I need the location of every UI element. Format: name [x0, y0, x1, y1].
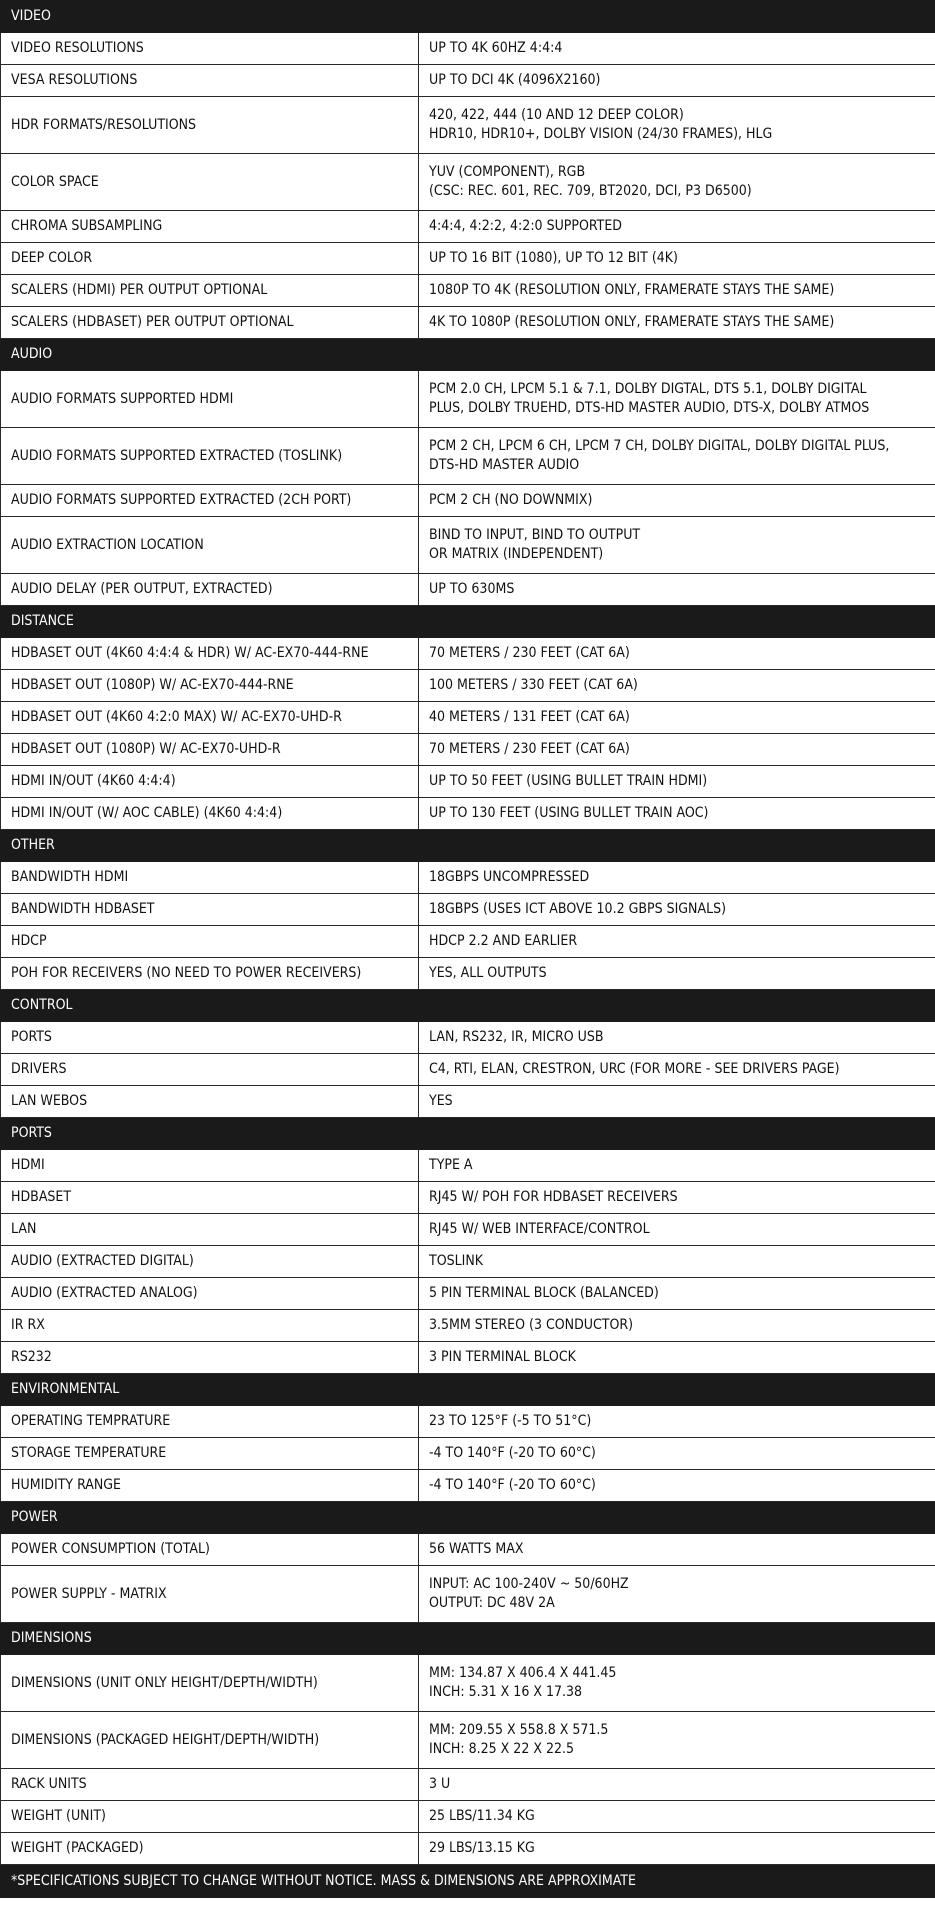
spec-value-line: INCH: 8.25 X 22 X 22.5	[429, 1741, 574, 1757]
spec-value	[419, 1150, 935, 1182]
section-header	[1, 830, 935, 862]
spec-row	[1, 926, 935, 958]
section-header	[1, 1623, 935, 1655]
spec-value	[419, 766, 935, 798]
spec-value-line: 420, 422, 444 (10 AND 12 DEEP COLOR)	[429, 107, 684, 123]
spec-label: PORTS	[1, 1022, 419, 1054]
spec-label: POH FOR RECEIVERS (NO NEED TO POWER RECEIVERS)	[1, 958, 419, 990]
spec-row	[1, 1310, 935, 1342]
spec-label: BANDWIDTH HDBASET	[1, 894, 419, 926]
spec-label: LAN	[1, 1214, 419, 1246]
section-title: AUDIO	[1, 339, 935, 371]
spec-row	[1, 428, 935, 485]
spec-label: HDBASET	[1, 1182, 419, 1214]
spec-table-body	[1, 1, 935, 1865]
spec-row	[1, 862, 935, 894]
spec-row	[1, 766, 935, 798]
footer-row	[1, 1865, 935, 1898]
spec-label: AUDIO EXTRACTION LOCATION	[1, 517, 419, 574]
spec-label: WEIGHT (PACKAGED)	[1, 1833, 419, 1865]
spec-value-line: PCM 2 CH (NO DOWNMIX)	[429, 492, 593, 508]
spec-value-line: UP TO 4K 60HZ 4:4:4	[429, 40, 563, 56]
spec-label: AUDIO (EXTRACTED ANALOG)	[1, 1278, 419, 1310]
spec-label: RS232	[1, 1342, 419, 1374]
spec-label: HUMIDITY RANGE	[1, 1470, 419, 1502]
spec-value-line: INCH: 5.31 X 16 X 17.38	[429, 1684, 583, 1700]
spec-value-line: YES	[429, 1093, 453, 1109]
spec-value-line: OR MATRIX (INDEPENDENT)	[429, 546, 604, 562]
section-title: CONTROL	[1, 990, 935, 1022]
spec-label: HDBASET OUT (4K60 4:4:4 & HDR) W/ AC-EX70-444-RNE	[1, 638, 419, 670]
spec-value	[419, 670, 935, 702]
spec-value-line: UP TO 16 BIT (1080), UP TO 12 BIT (4K)	[429, 250, 678, 266]
spec-value	[419, 926, 935, 958]
spec-value	[419, 154, 935, 211]
spec-value-line: 56 WATTS MAX	[429, 1541, 524, 1557]
spec-value	[419, 1278, 935, 1310]
spec-value-line: UP TO 50 FEET (USING BULLET TRAIN HDMI)	[429, 773, 708, 789]
section-header	[1, 1118, 935, 1150]
spec-row	[1, 1438, 935, 1470]
spec-row	[1, 1278, 935, 1310]
spec-value	[419, 211, 935, 243]
spec-label: IR RX	[1, 1310, 419, 1342]
spec-value-line: 100 METERS / 330 FEET (CAT 6A)	[429, 677, 638, 693]
spec-value	[419, 958, 935, 990]
spec-value-line: 70 METERS / 230 FEET (CAT 6A)	[429, 645, 630, 661]
spec-value	[419, 1769, 935, 1801]
section-title: VIDEO	[1, 1, 935, 33]
spec-row	[1, 1833, 935, 1865]
spec-row	[1, 1150, 935, 1182]
spec-value	[419, 1438, 935, 1470]
spec-label: AUDIO FORMATS SUPPORTED EXTRACTED (TOSLINK)	[1, 428, 419, 485]
spec-value-line: PCM 2.0 CH, LPCM 5.1 & 7.1, DOLBY DIGTAL, DTS 5.1, DOLBY DIGITAL	[429, 381, 867, 397]
spec-value	[419, 894, 935, 926]
spec-label: STORAGE TEMPERATURE	[1, 1438, 419, 1470]
spec-value	[419, 243, 935, 275]
spec-value	[419, 734, 935, 766]
spec-label: BANDWIDTH HDMI	[1, 862, 419, 894]
section-header	[1, 1502, 935, 1534]
spec-label: RACK UNITS	[1, 1769, 419, 1801]
spec-value-line: MM: 134.87 X 406.4 X 441.45	[429, 1665, 617, 1681]
spec-value	[419, 517, 935, 574]
spec-value-line: C4, RTI, ELAN, CRESTRON, URC (FOR MORE - SEE DRIVERS PAGE)	[429, 1061, 840, 1077]
spec-row	[1, 1246, 935, 1278]
spec-row	[1, 1712, 935, 1769]
section-title: PORTS	[1, 1118, 935, 1150]
spec-row	[1, 1182, 935, 1214]
spec-value-line: YES, ALL OUTPUTS	[429, 965, 547, 981]
spec-row	[1, 702, 935, 734]
spec-value-line: -4 TO 140°F (-20 TO 60°C)	[429, 1477, 596, 1493]
spec-value-line: 18GBPS (USES ICT ABOVE 10.2 GBPS SIGNALS)	[429, 901, 727, 917]
spec-value	[419, 1182, 935, 1214]
spec-value-line: PCM 2 CH, LPCM 6 CH, LPCM 7 CH, DOLBY DIGITAL, DOLBY DIGITAL PLUS,	[429, 438, 890, 454]
spec-value	[419, 485, 935, 517]
spec-label: DIMENSIONS (PACKAGED HEIGHT/DEPTH/WIDTH)	[1, 1712, 419, 1769]
spec-value-line: -4 TO 140°F (-20 TO 60°C)	[429, 1445, 596, 1461]
spec-value	[419, 702, 935, 734]
spec-label: SCALERS (HDBASET) PER OUTPUT OPTIONAL	[1, 307, 419, 339]
section-header	[1, 606, 935, 638]
spec-label: COLOR SPACE	[1, 154, 419, 211]
spec-label: HDMI IN/OUT (W/ AOC CABLE) (4K60 4:4:4)	[1, 798, 419, 830]
spec-value-line: 4:4:4, 4:2:2, 4:2:0 SUPPORTED	[429, 218, 622, 234]
spec-label: DEEP COLOR	[1, 243, 419, 275]
spec-value	[419, 33, 935, 65]
spec-label: CHROMA SUBSAMPLING	[1, 211, 419, 243]
spec-value-line: 40 METERS / 131 FEET (CAT 6A)	[429, 709, 630, 725]
spec-row	[1, 1470, 935, 1502]
spec-value-line: 3.5MM STEREO (3 CONDUCTOR)	[429, 1317, 634, 1333]
spec-label: HDBASET OUT (4K60 4:2:0 MAX) W/ AC-EX70-UHD-R	[1, 702, 419, 734]
spec-label: DIMENSIONS (UNIT ONLY HEIGHT/DEPTH/WIDTH)	[1, 1655, 419, 1712]
spec-value-line: TYPE A	[429, 1157, 473, 1173]
spec-label: WEIGHT (UNIT)	[1, 1801, 419, 1833]
spec-label: OPERATING TEMPRATURE	[1, 1406, 419, 1438]
spec-value	[419, 307, 935, 339]
spec-row	[1, 894, 935, 926]
spec-value	[419, 1246, 935, 1278]
spec-value-line: 70 METERS / 230 FEET (CAT 6A)	[429, 741, 630, 757]
spec-value	[419, 275, 935, 307]
spec-row	[1, 1406, 935, 1438]
spec-value	[419, 1470, 935, 1502]
spec-label: VIDEO RESOLUTIONS	[1, 33, 419, 65]
spec-row	[1, 574, 935, 606]
section-header	[1, 990, 935, 1022]
spec-value-line: 18GBPS UNCOMPRESSED	[429, 869, 590, 885]
spec-row	[1, 734, 935, 766]
spec-label: LAN WEBOS	[1, 1086, 419, 1118]
spec-value-line: 23 TO 125°F (-5 TO 51°C)	[429, 1413, 592, 1429]
spec-value	[419, 1655, 935, 1712]
spec-row	[1, 485, 935, 517]
spec-value	[419, 97, 935, 154]
spec-value-line: 3 PIN TERMINAL BLOCK	[429, 1349, 576, 1365]
section-title: DIMENSIONS	[1, 1623, 935, 1655]
spec-row	[1, 154, 935, 211]
spec-label: AUDIO DELAY (PER OUTPUT, EXTRACTED)	[1, 574, 419, 606]
spec-value	[419, 574, 935, 606]
spec-value-line: INPUT: AC 100-240V ~ 50/60HZ	[429, 1576, 629, 1592]
spec-row	[1, 1655, 935, 1712]
spec-value	[419, 1086, 935, 1118]
section-title: DISTANCE	[1, 606, 935, 638]
spec-row	[1, 211, 935, 243]
spec-row	[1, 371, 935, 428]
spec-value-line: BIND TO INPUT, BIND TO OUTPUT	[429, 527, 641, 543]
spec-value-line: LAN, RS232, IR, MICRO USB	[429, 1029, 604, 1045]
spec-value-line: RJ45 W/ WEB INTERFACE/CONTROL	[429, 1221, 650, 1237]
spec-value-line: 29 LBS/13.15 KG	[429, 1840, 535, 1856]
spec-value-line: 3 U	[429, 1776, 451, 1792]
spec-label: SCALERS (HDMI) PER OUTPUT OPTIONAL	[1, 275, 419, 307]
spec-value-line: MM: 209.55 X 558.8 X 571.5	[429, 1722, 609, 1738]
spec-row	[1, 1054, 935, 1086]
spec-label: HDBASET OUT (1080P) W/ AC-EX70-UHD-R	[1, 734, 419, 766]
spec-value	[419, 1214, 935, 1246]
spec-row	[1, 958, 935, 990]
spec-value-line: TOSLINK	[429, 1253, 484, 1269]
spec-value	[419, 1712, 935, 1769]
spec-row	[1, 97, 935, 154]
spec-value-line: 4K TO 1080P (RESOLUTION ONLY, FRAMERATE STAYS THE SAME)	[429, 314, 835, 330]
section-header	[1, 339, 935, 371]
spec-label: AUDIO FORMATS SUPPORTED HDMI	[1, 371, 419, 428]
spec-row	[1, 798, 935, 830]
spec-row	[1, 638, 935, 670]
spec-value	[419, 638, 935, 670]
spec-label: VESA RESOLUTIONS	[1, 65, 419, 97]
section-title: OTHER	[1, 830, 935, 862]
spec-value	[419, 1342, 935, 1374]
spec-row	[1, 275, 935, 307]
spec-value-line: DTS-HD MASTER AUDIO	[429, 457, 580, 473]
spec-value	[419, 1406, 935, 1438]
spec-value-line: UP TO 130 FEET (USING BULLET TRAIN AOC)	[429, 805, 709, 821]
spec-value	[419, 65, 935, 97]
spec-label: HDMI	[1, 1150, 419, 1182]
section-header	[1, 1, 935, 33]
spec-row	[1, 1022, 935, 1054]
spec-value	[419, 1022, 935, 1054]
spec-value-line: OUTPUT: DC 48V 2A	[429, 1595, 555, 1611]
spec-value-line: PLUS, DOLBY TRUEHD, DTS-HD MASTER AUDIO, DTS-X, DOLBY ATMOS	[429, 400, 870, 416]
spec-row	[1, 1342, 935, 1374]
spec-label: HDBASET OUT (1080P) W/ AC-EX70-444-RNE	[1, 670, 419, 702]
spec-value	[419, 1833, 935, 1865]
spec-row	[1, 670, 935, 702]
spec-row	[1, 33, 935, 65]
spec-value	[419, 428, 935, 485]
spec-row	[1, 1214, 935, 1246]
spec-row	[1, 1769, 935, 1801]
spec-value	[419, 1534, 935, 1566]
spec-value-line: UP TO DCI 4K (4096X2160)	[429, 72, 601, 88]
spec-label: HDCP	[1, 926, 419, 958]
spec-label: HDMI IN/OUT (4K60 4:4:4)	[1, 766, 419, 798]
spec-row	[1, 517, 935, 574]
spec-label: HDR FORMATS/RESOLUTIONS	[1, 97, 419, 154]
spec-value-line: 1080P TO 4K (RESOLUTION ONLY, FRAMERATE STAYS THE SAME)	[429, 282, 835, 298]
spec-row	[1, 1534, 935, 1566]
section-title: POWER	[1, 1502, 935, 1534]
spec-row	[1, 1086, 935, 1118]
spec-value	[419, 1054, 935, 1086]
spec-label: AUDIO FORMATS SUPPORTED EXTRACTED (2CH PORT)	[1, 485, 419, 517]
spec-value-line: YUV (COMPONENT), RGB	[429, 164, 586, 180]
spec-value	[419, 371, 935, 428]
section-title: ENVIRONMENTAL	[1, 1374, 935, 1406]
spec-row	[1, 1801, 935, 1833]
spec-value-line: (CSC: REC. 601, REC. 709, BT2020, DCI, P3 D6500)	[429, 183, 752, 199]
spec-value-line: HDCP 2.2 AND EARLIER	[429, 933, 578, 949]
spec-value	[419, 1801, 935, 1833]
spec-label: AUDIO (EXTRACTED DIGITAL)	[1, 1246, 419, 1278]
spec-value	[419, 1566, 935, 1623]
spec-value-line: 25 LBS/11.34 KG	[429, 1808, 535, 1824]
spec-value	[419, 798, 935, 830]
spec-value-line: HDR10, HDR10+, DOLBY VISION (24/30 FRAMES), HLG	[429, 126, 773, 142]
spec-value	[419, 1310, 935, 1342]
spec-value-line: RJ45 W/ POH FOR HDBASET RECEIVERS	[429, 1189, 678, 1205]
section-header	[1, 1374, 935, 1406]
spec-value-line: UP TO 630MS	[429, 581, 515, 597]
spec-label: POWER SUPPLY - MATRIX	[1, 1566, 419, 1623]
spec-value-line: 5 PIN TERMINAL BLOCK (BALANCED)	[429, 1285, 659, 1301]
spec-row	[1, 1566, 935, 1623]
spec-value	[419, 862, 935, 894]
spec-label: DRIVERS	[1, 1054, 419, 1086]
spec-label: POWER CONSUMPTION (TOTAL)	[1, 1534, 419, 1566]
spec-row	[1, 307, 935, 339]
spec-row	[1, 65, 935, 97]
spec-row	[1, 243, 935, 275]
footer-note: *SPECIFICATIONS SUBJECT TO CHANGE WITHOUT NOTICE. MASS & DIMENSIONS ARE APPROXIMATE	[1, 1865, 935, 1898]
